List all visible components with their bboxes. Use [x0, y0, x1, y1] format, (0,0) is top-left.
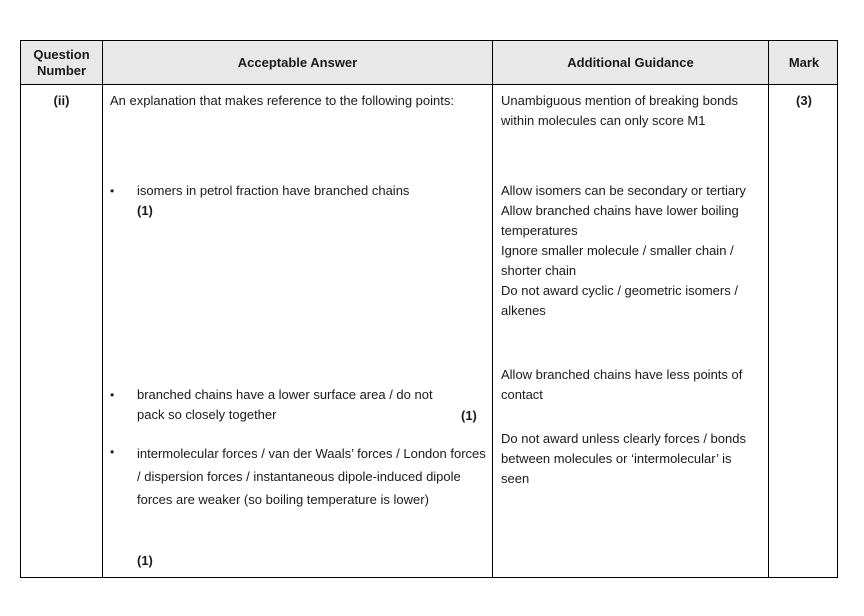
answer-point-1: isomers in petrol fraction have branched chains: [137, 183, 410, 198]
answer-point-2-mark: (1): [461, 408, 477, 423]
guidance-note-4: Do not award cyclic / geometric isomers / alkenes: [501, 283, 738, 318]
mark-scheme-table: [20, 40, 838, 578]
column-divider: [102, 41, 103, 577]
answer-point-1-mark: (1): [137, 203, 153, 218]
bullet-icon: •: [110, 184, 115, 198]
bullet-icon: •: [110, 445, 115, 459]
column-divider: [492, 41, 493, 577]
header-additional-guidance: Additional Guidance: [567, 54, 694, 70]
header-divider: [21, 84, 837, 85]
guidance-note-2: Allow isomers can be secondary or tertiary Allow branched chains have lower boiling temperatures: [501, 183, 746, 238]
column-divider: [768, 41, 769, 577]
question-number: (ii): [53, 93, 70, 108]
answer-point-2: branched chains have a lower surface area / do not pack so closely together: [137, 387, 433, 422]
total-mark: (3): [796, 93, 812, 108]
header-question-number: Question Number: [33, 46, 90, 78]
guidance-note-5: Allow branched chains have less points of contact: [501, 367, 743, 402]
header-mark: Mark: [788, 54, 820, 70]
guidance-note-1: Unambiguous mention of breaking bonds within molecules can only score M1: [501, 93, 739, 128]
bullet-icon: •: [110, 388, 115, 402]
answer-point-3-mark: (1): [137, 553, 153, 568]
header-acceptable-answer: Acceptable Answer: [237, 54, 358, 70]
answer-point-3: intermolecular forces / van der Waals’ forces / London forces / dispersion forces / instantaneous dipole-induced dipole forces are weaker (so boiling temperature is lower): [137, 446, 486, 507]
guidance-note-6: Do not award unless clearly forces / bonds between molecules or ‘intermolecular’ is seen: [501, 431, 746, 486]
guidance-note-3: Ignore smaller molecule / smaller chain / shorter chain: [501, 243, 734, 278]
answer-intro: An explanation that makes reference to the following points:: [110, 93, 454, 108]
